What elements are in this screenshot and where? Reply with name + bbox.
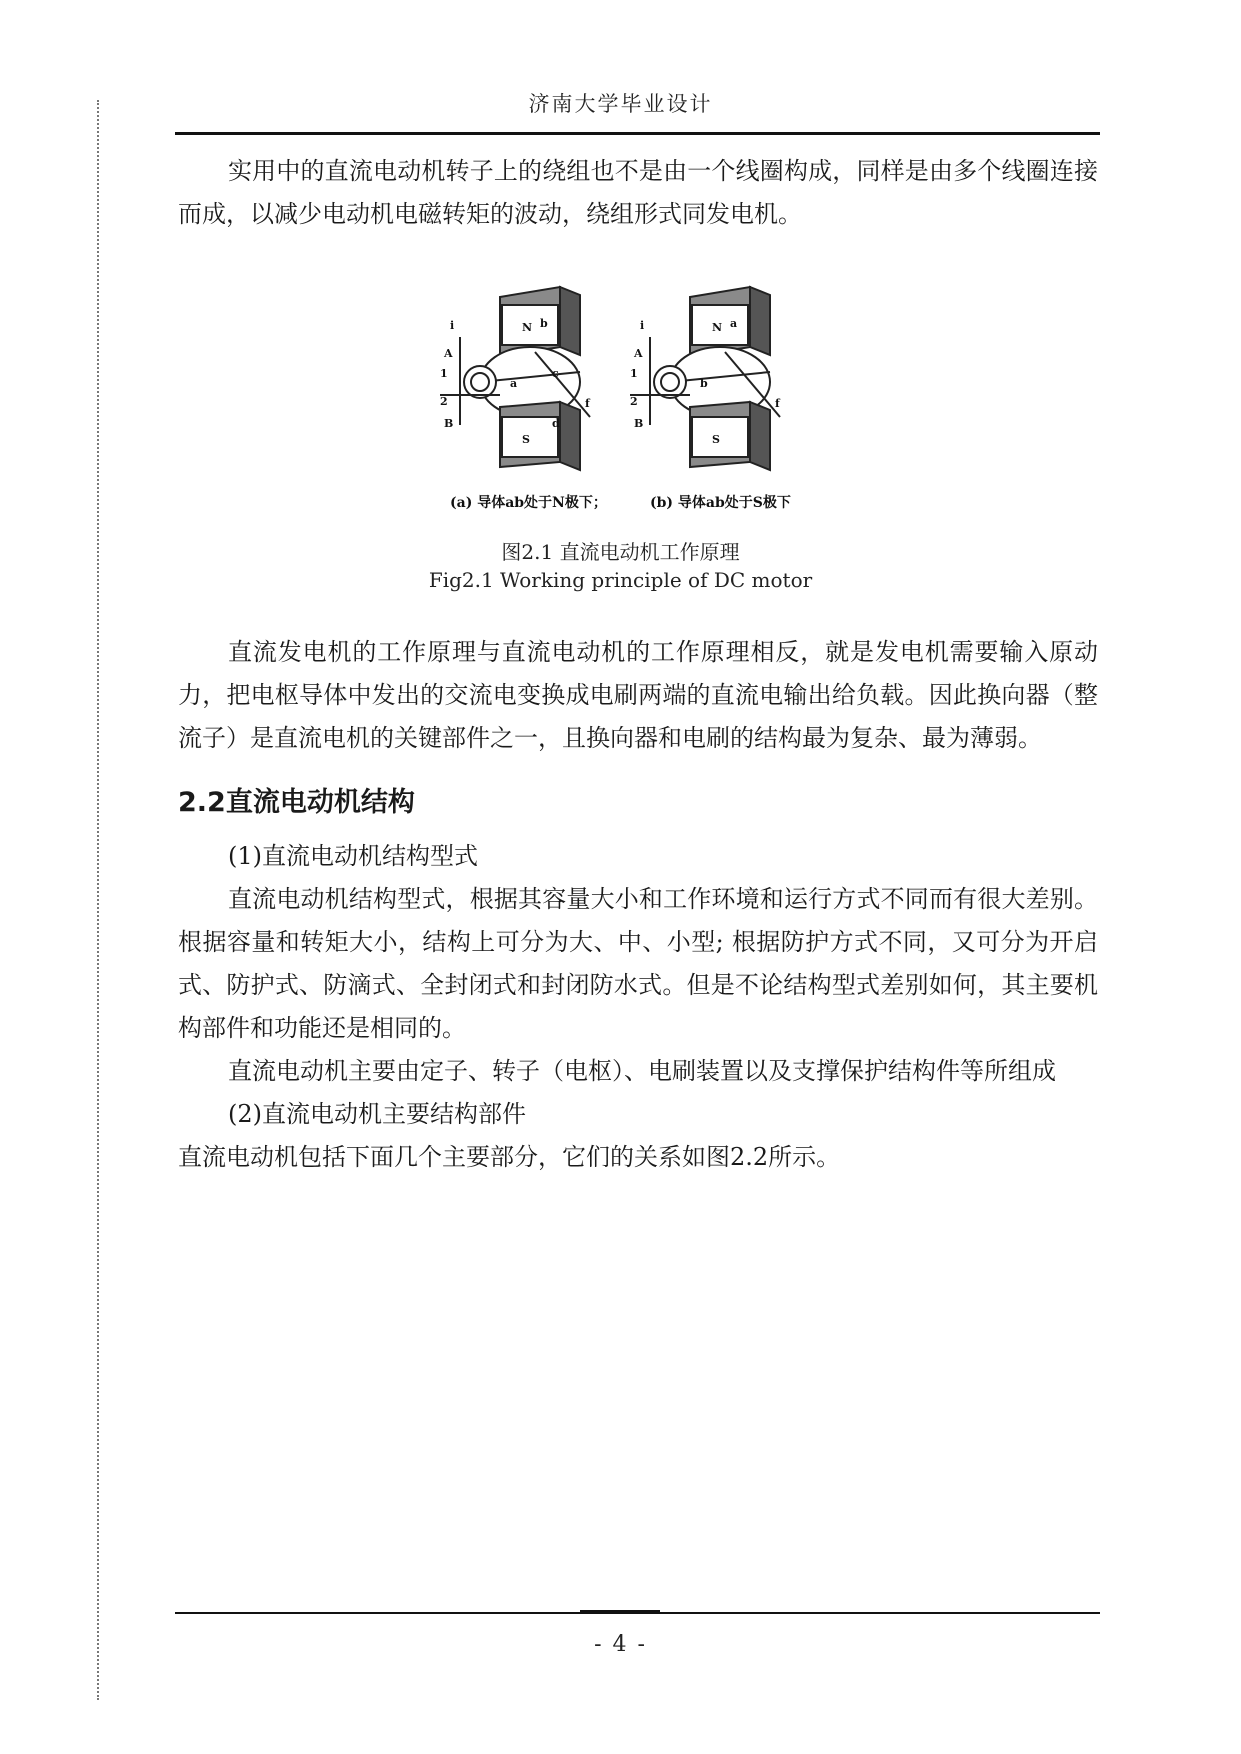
- label-brush-b-a: B: [444, 417, 454, 430]
- label-conductor-c: c: [552, 367, 559, 380]
- header-rule: [175, 132, 1100, 135]
- footer-rule-accent: [580, 1610, 660, 1614]
- label-force-a: f: [585, 397, 590, 410]
- paragraph-3: (1)直流电动机结构型式: [228, 842, 478, 870]
- paragraph-5: 直流电动机主要由定子、转子（电枢）、电刷装置以及支撑保护结构件等所组成: [228, 1057, 1056, 1085]
- label-south-a: S: [522, 433, 530, 446]
- section-heading: 2.2直流电动机结构: [178, 787, 415, 818]
- label-north-a: N: [522, 321, 533, 334]
- figure-label-b: (b) 导体ab处于S极下: [650, 495, 791, 511]
- page-header-title: 济南大学毕业设计: [528, 92, 713, 116]
- figure-caption-cn: 图2.1 直流电动机工作原理: [501, 540, 740, 564]
- label-conductor-a-2: a: [510, 377, 518, 390]
- figure-dc-motor-principle: [440, 277, 840, 525]
- label-brush-a-b: A: [634, 347, 643, 360]
- label-current-a: i: [450, 319, 455, 332]
- figure-label-a: (a) 导体ab处于N极下；: [450, 495, 607, 511]
- binding-dotted-line: [97, 100, 99, 1700]
- label-south-b: S: [712, 433, 720, 446]
- label-force-b: f: [775, 397, 780, 410]
- figure-caption-en: Fig2.1 Working principle of DC motor: [428, 568, 813, 592]
- label-seg-2-b: 2: [630, 395, 638, 408]
- label-conductor-a-b: b: [700, 377, 708, 390]
- label-conductor-b-b: a: [730, 317, 738, 330]
- paragraph-7: 直流电动机包括下面几个主要部分，它们的关系如图2.2所示。: [178, 1143, 841, 1171]
- paragraph-6: (2)直流电动机主要结构部件: [228, 1100, 526, 1128]
- label-conductor-d: d: [552, 417, 560, 430]
- label-brush-b-b: B: [634, 417, 644, 430]
- label-current-b: i: [640, 319, 645, 332]
- label-seg-2-a: 2: [440, 395, 448, 408]
- label-north-b: N: [712, 321, 723, 334]
- label-conductor-a: b: [540, 317, 548, 330]
- page-number: - 4 -: [594, 1632, 647, 1657]
- paragraph-2: 直流发电机的工作原理与直流电动机的工作原理相反，就是发电机需要输入原动力，把电枢导体中发出的交流电变换成电刷两端的直流电输出给负载。因此换向器（整流子）是直流电机的关键部件之一，且换向器和电刷的结构最为复杂、最为薄弱。: [178, 638, 1098, 752]
- label-seg-1-a: 1: [440, 367, 448, 380]
- paragraph-1: 实用中的直流电动机转子上的绕组也不是由一个线圈构成，同样是由多个线圈连接而成，以减少电动机电磁转矩的波动，绕组形式同发电机。: [178, 157, 1098, 228]
- label-seg-1-b: 1: [630, 367, 638, 380]
- paragraph-4: 直流电动机结构型式，根据其容量大小和工作环境和运行方式不同而有很大差别。根据容量和转矩大小，结构上可分为大、中、小型; 根据防护方式不同，又可分为开启式、防护式、防滴式、全封闭式和封闭防水式。但是不论结构型式差别如何，其主要机构部件和功能还是相同的。: [178, 885, 1098, 1042]
- label-brush-a-a: A: [444, 347, 453, 360]
